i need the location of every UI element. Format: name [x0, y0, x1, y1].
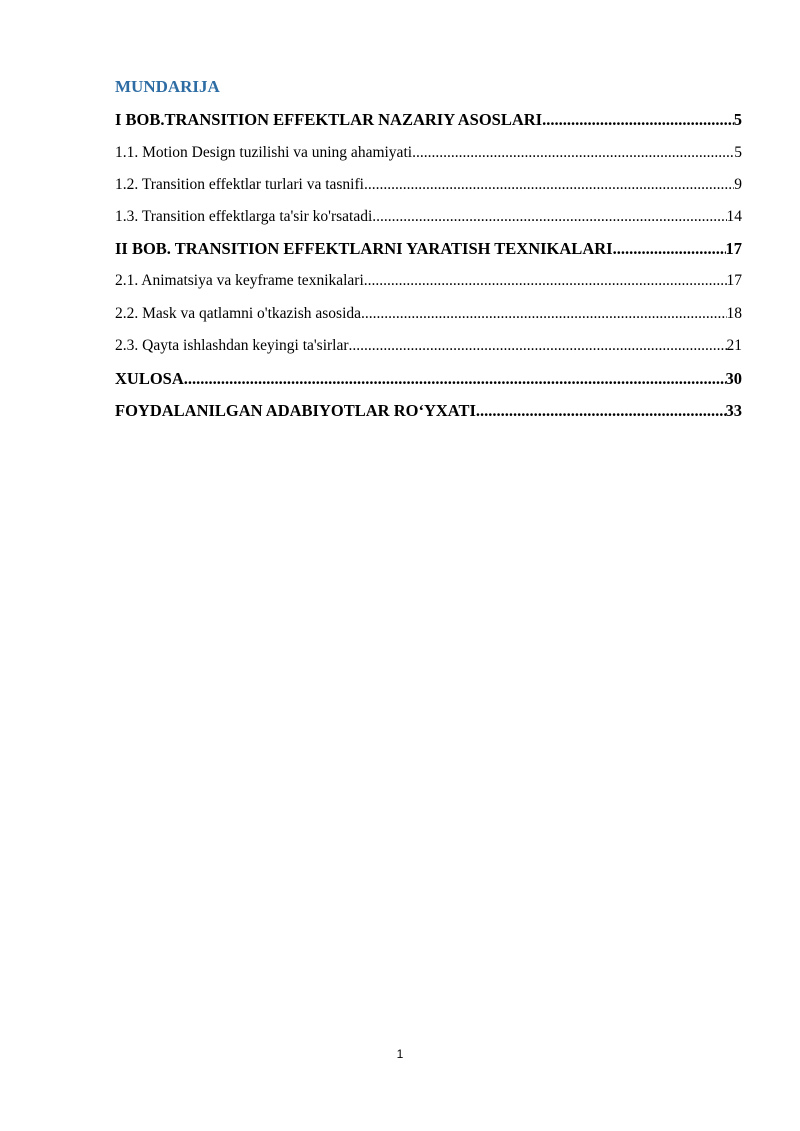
- toc-entry[interactable]: [115, 205, 742, 229]
- toc-leader-dots: [364, 269, 727, 293]
- toc-leader-dots: [613, 237, 726, 261]
- toc-entry-page: 14: [726, 208, 742, 225]
- toc-entry-page: 5: [733, 110, 742, 129]
- toc-leader-dots: [476, 399, 726, 423]
- toc-entry-page: 21: [726, 337, 742, 354]
- toc-entry-page: 5: [734, 144, 742, 161]
- toc-entry[interactable]: [115, 334, 742, 358]
- toc-entry-title: 2.3. Qayta ishlashdan keyingi ta'sirlar: [115, 337, 349, 354]
- toc-heading: MUNDARIJA: [115, 77, 220, 96]
- toc-entry-page: 30: [725, 369, 742, 388]
- toc-entry-title: XULOSA: [115, 369, 184, 388]
- toc-entry[interactable]: [115, 302, 742, 326]
- toc-entry[interactable]: [115, 399, 742, 423]
- toc-leader-dots: [349, 334, 727, 358]
- toc-entry-title: FOYDALANILGAN ADABIYOTLAR RO‘YXATI: [115, 401, 476, 420]
- toc-entry-title: II BOB. TRANSITION EFFEKTLARNI YARATISH TEXNIKALARI: [115, 239, 613, 258]
- toc-entry[interactable]: [115, 367, 742, 391]
- page-number: 1: [396, 1047, 404, 1061]
- toc-entry-page: 17: [726, 272, 742, 289]
- toc-leader-dots: [184, 367, 726, 391]
- toc-entry-title: 2.2. Mask va qatlamni o'tkazish asosida: [115, 305, 362, 322]
- toc-entry[interactable]: [115, 269, 742, 293]
- toc-entry-title: I BOB.TRANSITION EFFEKTLAR NAZARIY ASOSLARI: [115, 110, 543, 129]
- toc-leader-dots: [364, 173, 734, 197]
- toc-entry-page: 18: [726, 305, 742, 322]
- toc-entry[interactable]: [115, 237, 742, 261]
- toc-entry-title: 1.3. Transition effektlarga ta'sir ko'rsatadi: [115, 208, 373, 225]
- toc-entry[interactable]: [115, 108, 742, 132]
- toc-entry[interactable]: [115, 173, 742, 197]
- toc-entry-title: 2.1. Animatsiya va keyframe texnikalari: [115, 272, 364, 289]
- toc-entry-page: 9: [734, 176, 742, 193]
- toc-leader-dots: [542, 108, 734, 132]
- toc-entry-page: 33: [725, 401, 742, 420]
- toc-entry-title: 1.1. Motion Design tuzilishi va uning ahamiyati: [115, 144, 413, 161]
- toc-entry-title: 1.2. Transition effektlar turlari va tasnifi: [115, 176, 364, 193]
- toc-entry-page: 17: [725, 239, 742, 258]
- toc-leader-dots: [361, 302, 726, 326]
- toc-leader-dots: [372, 205, 726, 229]
- toc-entry[interactable]: [115, 141, 742, 165]
- toc-leader-dots: [412, 141, 734, 165]
